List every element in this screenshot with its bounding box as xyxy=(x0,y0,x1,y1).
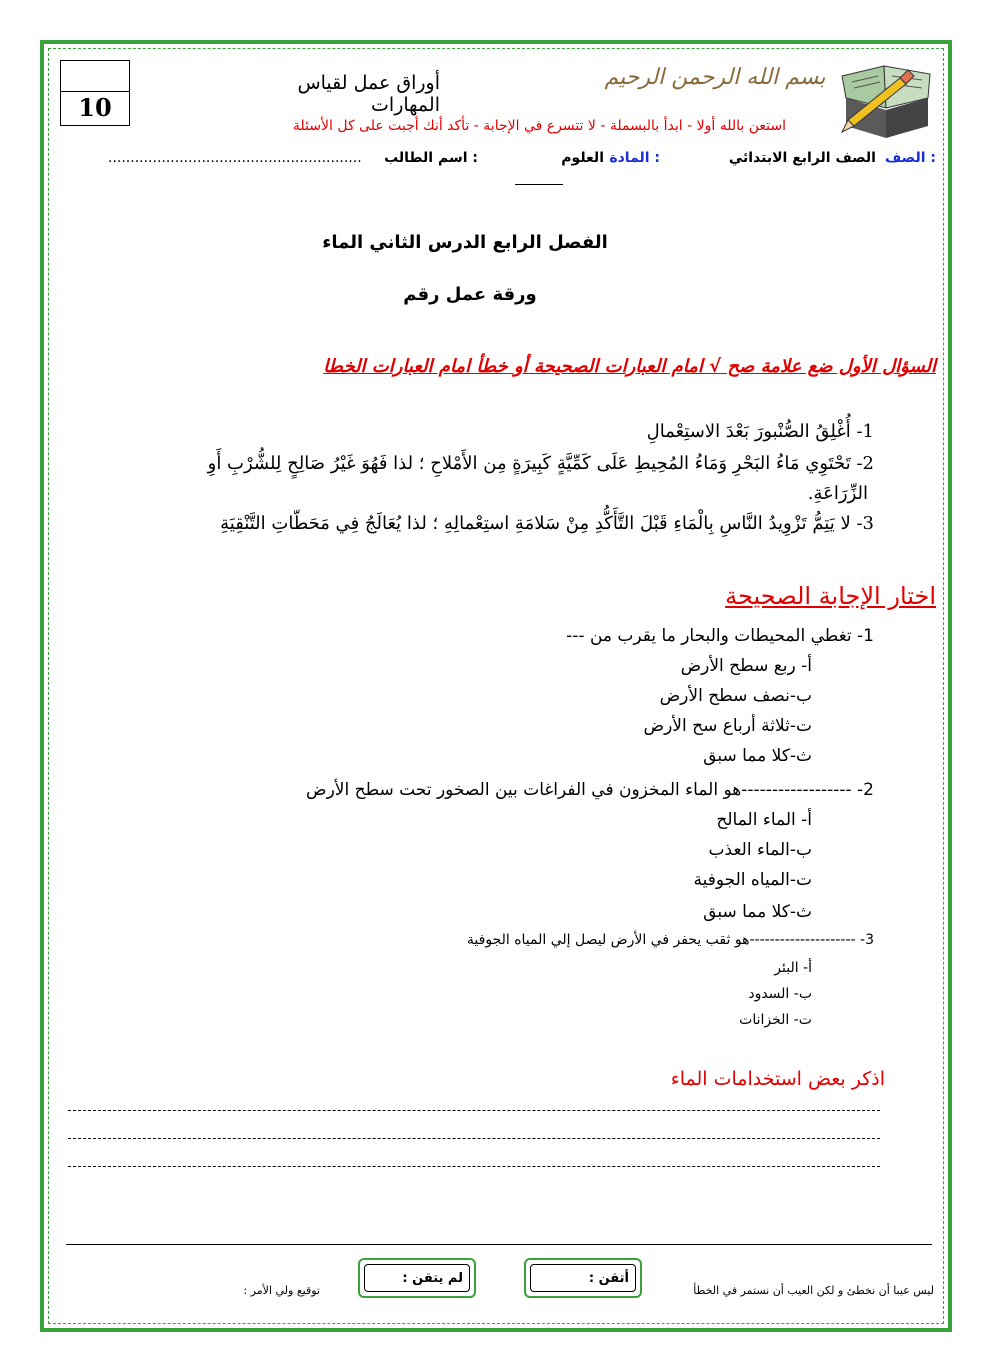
q1-statement-2-cont: الزِّرَاعَةِ. xyxy=(807,483,868,504)
student-info-row xyxy=(96,150,936,174)
mcq-1-option-b[interactable]: ب-نصف سطح الأرض xyxy=(659,686,812,706)
mcq-1-stem: 1- تغطي المحيطات والبحار ما يقرب من --- xyxy=(566,626,874,646)
answer-line[interactable] xyxy=(68,1166,880,1167)
class-label: الصف : xyxy=(884,150,936,166)
grade-box xyxy=(60,60,130,126)
mcq-2-option-c[interactable]: ت-المياه الجوفية xyxy=(693,870,812,890)
mcq-1-option-a[interactable]: أ- ربع سطح الأرض xyxy=(680,656,812,676)
subject-value: العلوم xyxy=(561,150,604,166)
q1-statement-1: 1- أُغْلِقُ الصُّنْبورَ بَعْدَ الاستِعْمالِ xyxy=(646,421,874,442)
mastered-box[interactable] xyxy=(524,1258,642,1298)
footer-note: ليس عيبا أن نخطئ و لكن العيب أن نستمر في الخطأ xyxy=(693,1284,934,1297)
mcq-1-option-c[interactable]: ت-ثلاثة أرباع سح الأرض xyxy=(643,716,812,736)
not-mastered-box[interactable] xyxy=(358,1258,476,1298)
q1-statement-2: 2- تَحْتَوِي مَاءُ البَحْرِ وَمَاءُ المُحِيطِ عَلَى كَمِّيَّةٍ كَبِيرَةٍ مِن الأَمْلاحِ ؛ لذا فَهُوَ غَيْرُ صَالِحٍ لِلشُّرْبِ أَوِ xyxy=(207,453,874,474)
q1-title: السؤال الأول ضع علامة صح √ امام العبارات الصحيحة أو خطأ امام العبارات الخطا xyxy=(323,356,936,377)
student-name-label: اسم الطالب : xyxy=(384,150,478,166)
sheet-title: أوراق عمل لقياس المهارات xyxy=(297,72,440,116)
chapter-title: الفصل الرابع الدرس الثاني الماء xyxy=(322,232,608,253)
q2-title: اختار الإجابة الصحيحة xyxy=(725,582,936,610)
q1-statement-3: 3- لا يَتِمُّ تَزْوِيدُ النَّاسِ بِالْمَاءِ قَبْلَ التَّأَكُّدِ مِنْ سَلامَةِ استِعْمالِهِ ؛ لذا يُعَالَجُ فِي مَحَطّاتِ التَّنْقِيَةِ xyxy=(220,513,874,534)
mcq-2-option-b[interactable]: ب-الماء العذب xyxy=(708,840,812,860)
basmala-calligraphy: بسم الله الرحمن الرحيم xyxy=(604,65,826,90)
q3-title: اذكر بعض استخدامات الماء xyxy=(670,1068,885,1090)
answer-line[interactable] xyxy=(68,1110,880,1111)
student-name-field[interactable]: ......................................................... xyxy=(108,150,362,166)
mcq-1-option-d[interactable]: ث-كلا مما سبق xyxy=(703,746,812,766)
grade-value: 10 xyxy=(78,93,112,122)
guardian-signature-label: توقيع ولي الأمر : xyxy=(243,1284,320,1297)
answer-line[interactable] xyxy=(68,1138,880,1139)
mcq-2-option-d[interactable]: ث-كلا مما سبق xyxy=(703,902,812,922)
instructions-line: استعن بالله أولا - ابدأ بالبسملة - لا تتسرع في الإجابة - تأكد أنك أجبت على كل الأسئلة xyxy=(292,118,786,134)
mastered-label: أتقن : xyxy=(530,1264,636,1292)
sheet-number: ورقة عمل رقم xyxy=(403,284,537,305)
mcq-3-option-c[interactable]: ت- الخزانات xyxy=(739,1012,812,1028)
mcq-3-option-a[interactable]: أ- البئر xyxy=(774,960,812,976)
footer-divider xyxy=(66,1244,932,1245)
mcq-2-option-a[interactable]: أ- الماء المالح xyxy=(716,810,812,830)
subject-label: المادة : xyxy=(609,150,660,166)
class-value: الصف الرابع الابتدائي xyxy=(728,150,876,166)
grade-box-divider xyxy=(61,91,129,92)
not-mastered-label: لم يتقن : xyxy=(364,1264,470,1292)
book-pencil-icon xyxy=(838,60,934,142)
mcq-2-stem: 2- ------------------هو الماء المخزون في الفراغات بين الصخور تحت سطح الأرض xyxy=(306,780,874,800)
divider-short xyxy=(515,184,563,185)
mcq-3-option-b[interactable]: ب- السدود xyxy=(748,986,812,1002)
mcq-3-stem: 3- ---------------------هو ثقب يحفر في الأرض ليصل إلي المياه الجوفية xyxy=(466,932,874,948)
